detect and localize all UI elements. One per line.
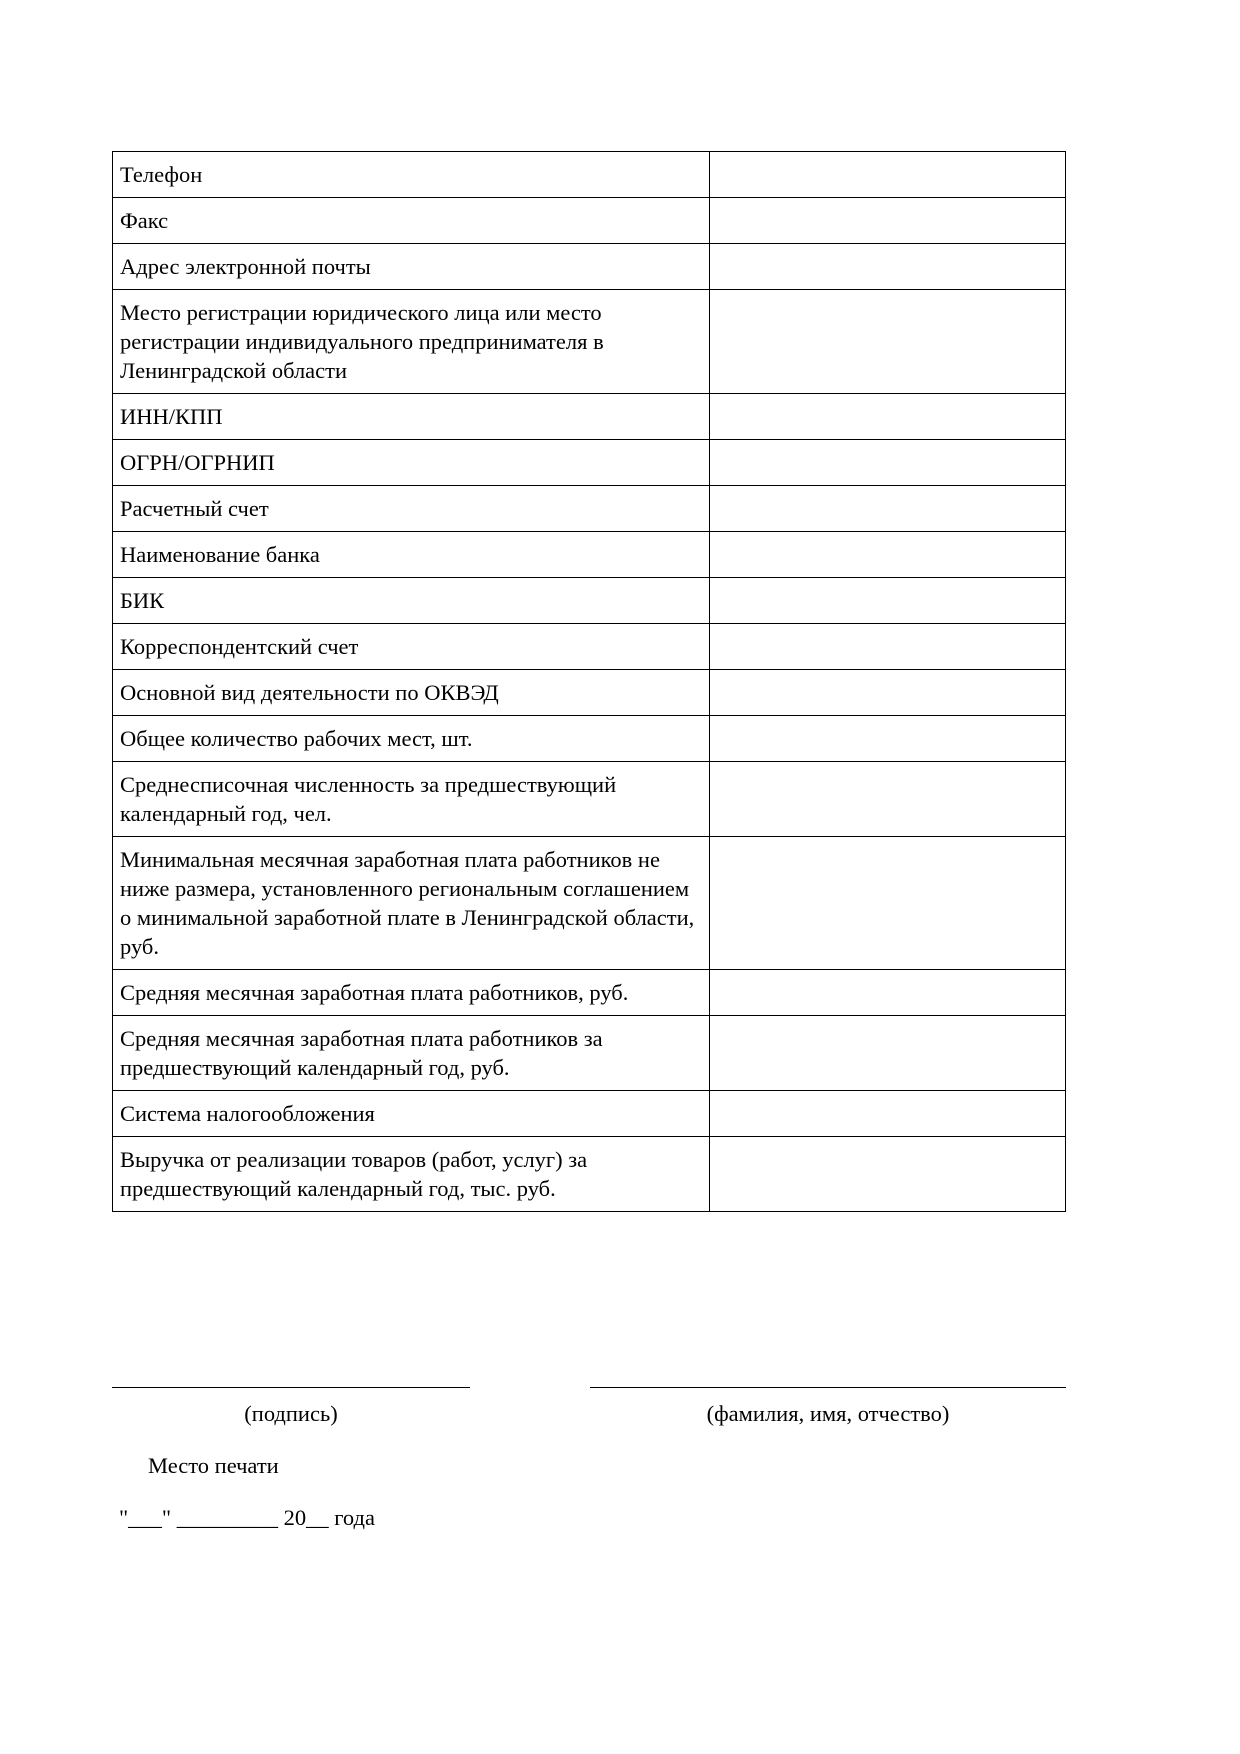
table-row (113, 970, 1066, 1016)
row-label: Адрес электронной почты (113, 244, 710, 290)
row-value-field[interactable] (709, 198, 1065, 244)
table-row (113, 716, 1066, 762)
full-name-line (590, 1387, 1066, 1388)
signature-caption: (подпись) (244, 1401, 338, 1426)
full-name-caption: (фамилия, имя, отчество) (706, 1401, 950, 1426)
row-label: Телефон (113, 152, 710, 198)
table-row (113, 1137, 1066, 1212)
row-value-field[interactable] (709, 970, 1065, 1016)
row-label: Корреспондентский счет (113, 624, 710, 670)
row-label: Общее количество рабочих мест, шт. (113, 716, 710, 762)
row-value-field[interactable] (709, 837, 1065, 970)
row-label: Средняя месячная заработная плата работников, руб. (113, 970, 710, 1016)
row-value-field[interactable] (709, 532, 1065, 578)
row-value-field[interactable] (709, 244, 1065, 290)
row-value-field[interactable] (709, 290, 1065, 394)
row-label: ИНН/КПП (113, 394, 710, 440)
table-row (113, 290, 1066, 394)
row-label: Система налогообложения (113, 1091, 710, 1137)
stamp-place-label: Место печати (148, 1453, 279, 1478)
table-row (113, 624, 1066, 670)
table-row (113, 440, 1066, 486)
row-label: Основной вид деятельности по ОКВЭД (113, 670, 710, 716)
table-row (113, 578, 1066, 624)
table-row (113, 486, 1066, 532)
table-row (113, 1091, 1066, 1137)
row-label: Минимальная месячная заработная плата работников не ниже размера, установленного региональным соглашением о минимальной заработной плате в Ленинградской области, руб. (113, 837, 710, 970)
row-value-field[interactable] (709, 624, 1065, 670)
signature-line (112, 1387, 470, 1388)
row-label: ОГРН/ОГРНИП (113, 440, 710, 486)
row-value-field[interactable] (709, 1137, 1065, 1212)
row-label: Среднесписочная численность за предшествующий календарный год, чел. (113, 762, 710, 837)
row-value-field[interactable] (709, 716, 1065, 762)
row-value-field[interactable] (709, 670, 1065, 716)
table-row (113, 152, 1066, 198)
table-row (113, 198, 1066, 244)
table-row (113, 394, 1066, 440)
row-label: Выручка от реализации товаров (работ, услуг) за предшествующий календарный год, тыс. руб. (113, 1137, 710, 1212)
date-line: "___" _________ 20__ года (119, 1505, 375, 1530)
row-value-field[interactable] (709, 440, 1065, 486)
row-label: Наименование банка (113, 532, 710, 578)
row-value-field[interactable] (709, 1091, 1065, 1137)
row-label: БИК (113, 578, 710, 624)
table-row (113, 244, 1066, 290)
table-row (113, 762, 1066, 837)
row-label: Место регистрации юридического лица или место регистрации индивидуального предпринимателя в Ленинградской области (113, 290, 710, 394)
row-label: Факс (113, 198, 710, 244)
row-value-field[interactable] (709, 762, 1065, 837)
row-value-field[interactable] (709, 1016, 1065, 1091)
row-label: Средняя месячная заработная плата работников за предшествующий календарный год, руб. (113, 1016, 710, 1091)
table-row (113, 670, 1066, 716)
row-label: Расчетный счет (113, 486, 710, 532)
row-value-field[interactable] (709, 486, 1065, 532)
table-row (113, 837, 1066, 970)
table-row (113, 1016, 1066, 1091)
table-row (113, 532, 1066, 578)
organization-details-table (112, 151, 1066, 1212)
row-value-field[interactable] (709, 152, 1065, 198)
row-value-field[interactable] (709, 394, 1065, 440)
row-value-field[interactable] (709, 578, 1065, 624)
table-body (113, 152, 1066, 1212)
